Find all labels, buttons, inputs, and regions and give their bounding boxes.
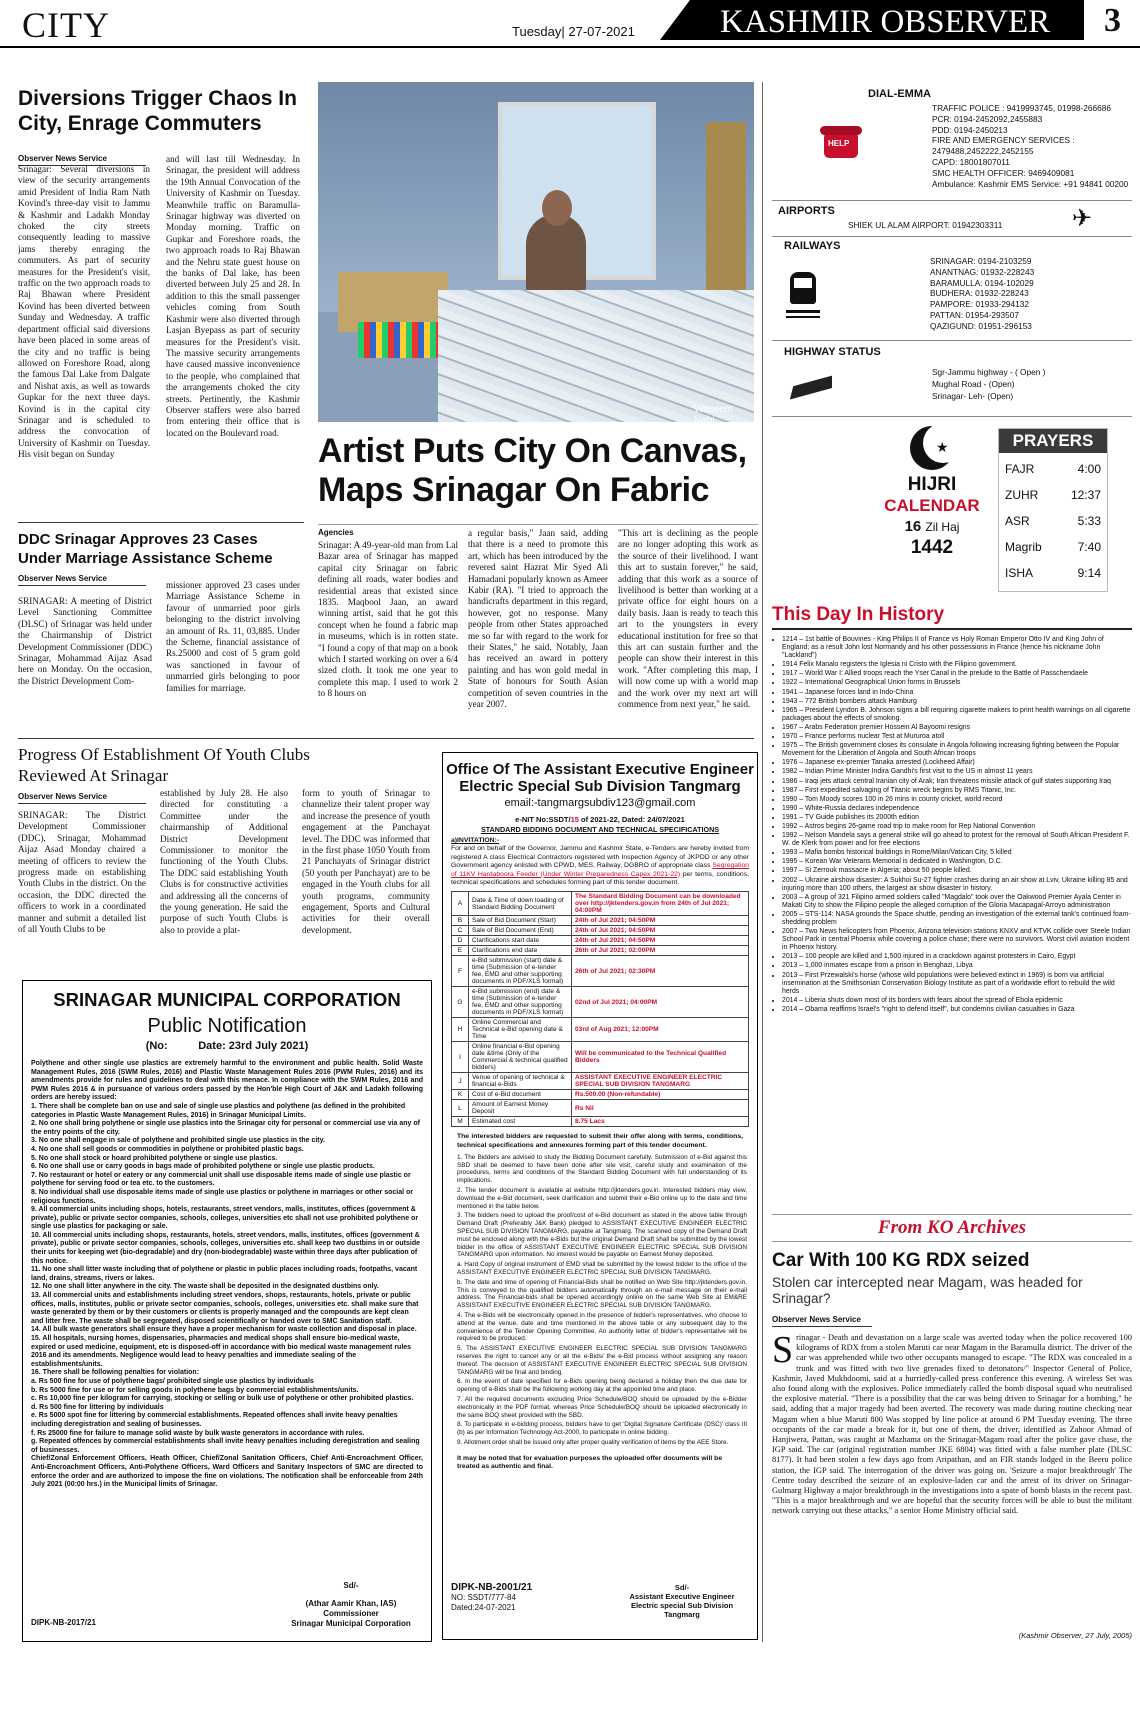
plane-icon: ✈ xyxy=(1072,206,1093,230)
rail-entry: ANANTNAG: 01932-228243 xyxy=(930,266,1035,277)
row-key: B xyxy=(452,916,469,926)
highway-title: HIGHWAY STATUS xyxy=(784,346,881,358)
prayer-name: ASR xyxy=(1005,514,1030,528)
rail-entry: SRINAGAR: 0194-2103259 xyxy=(930,256,1032,266)
road-icon xyxy=(790,368,832,404)
row-label: Venue of opening of technical & financial e-Bids xyxy=(469,1073,572,1090)
history-section xyxy=(772,604,1132,1212)
highway-entries xyxy=(932,366,1045,402)
history-item: • 1967 – Arabs Federation premier Hossein Al Bayoomi resigns xyxy=(782,724,1132,732)
smc-no-date: (No: Date: 23rd July 2021) xyxy=(145,1040,309,1052)
row-value: Rs.500.00 (Non-refundable) xyxy=(572,1090,749,1100)
row-value: 24th of Jul 2021; 04:50PM xyxy=(572,926,749,936)
history-item: • 1995 – Korean War Veterans Memorial is dedicated in Washington, D.C. xyxy=(782,858,1132,866)
row-label: Date & Time of down loading of Standard Bidding Document xyxy=(469,892,572,916)
smc-items xyxy=(23,1103,431,1455)
smc-closing: Chief/Zonal Enforcement Officers, Heath Officer, Chief/Zonal Sanitation Officers, Chief Anti-Encroachment Officer, Anti-Encroachment Officers, Anti-Polythene Officers, Ward Officers and Sanitary Inspectors of SMC are directed to enforce the order and are authorized to impose the fine on violations. The notification shall be enforceable from 24th July 2021 (00:00 hrs.) in the Municipal limits of Srinagar. xyxy=(31,1455,423,1489)
photo-credit: Waseem Nabi xyxy=(694,404,734,422)
history-item: • 2005 – STS-114: NASA grounds the Space shuttle, pending an investigation of the external tank's continued foam-shedding problem xyxy=(782,911,1132,927)
tender-point: 1. The Bidders are advised to study the Bidding Document carefully. Submission of e-Bid against this SBD shall be deemed to have been done after site visit, careful study and examination of the procedures, terms and conditions of the Standard Bidding Document with full understanding of its implications. xyxy=(457,1153,747,1185)
tender-row xyxy=(452,1090,749,1100)
row-key: K xyxy=(452,1090,469,1100)
prayer-time: 7:40 xyxy=(1077,540,1101,554)
smc-notification xyxy=(22,980,432,1642)
history-item: • 1970 – France performs nuclear Test at Mururoa atoll xyxy=(782,733,1132,741)
tender-row xyxy=(452,1073,749,1090)
archives-section xyxy=(772,1214,1132,1644)
prayer-row xyxy=(1005,508,1101,534)
history-item: • 1990 – Tom Moody scores 100 in 26 mins in county cricket, world record xyxy=(782,796,1132,804)
row-value: 26th of Jul 2021; 02:30PM xyxy=(572,956,749,987)
smc-item: 16. There shall be following penalties for violation: xyxy=(31,1369,200,1377)
history-item: • 2007 – Two News helicopters from Phoenix, Arizona television stations KNXV and KTVK collide over Steele Indian School Park in central Phoenix while covering a police chase; there were no survivors. Worst civil aviation incident in Phoenix history. xyxy=(782,928,1132,952)
tender-subhead: STANDARD BIDDING DOCUMENT AND TECHNICAL SPECIFICATIONS xyxy=(480,825,720,834)
row-value: 03rd of Aug 2021; 12:00PM xyxy=(572,1018,749,1042)
article-artist xyxy=(318,432,758,732)
archives-body: Srinagar - Death and devastation on a large scale was averted today when the police recovered 100 kilograms of RDX from a stolen Maruti car near Magam in the Baramulla district. The driver of the car was apprehended while two other occupants managed to escape. "The RDX was concealed in a trunk and was fitted with two live grenades fixed to detonators/" Inspector General of Police, Kashmir, Javed Mukhdoomi, said at a hurriedly-called press conference this evening. A wireless Set was also found along with the explosives. Police immediately called the bomb disposal squad who neutralised the explosive material. "There is a possibility that the car was being driven to Srinagar for a bombing," he said, adding that a major tragedy had been averted. The recovery was made during routine checking near Magam when a blue Maruti 800 Was stopped by line police at around 6 PM Tuesday evening. The three occupants of the car made a break for it, but one of them, the driver, identified as Zahoor Ahmad of Hanjiwera, Pattan, was caught at Mazhama on the Srinagar-Magam road after the police gave chase, the IGP said. The car (original registration number JKE 6804) was fitted with a false number plate (DLSC 8177). It had been stolen a few days ago from Aripathan, and an FIR stands lodged in the Beeru police station, the IGP said. The interrogation of the driver was going on. 'Seizure a major breakthrough' The Centre today described the seizure of an explosive-laden car and the arrest of its driver on Srinagar-Gulmarg Highway a major breakthrough in the investigations into a spate of bomb blasts in the recent past. "This is a major breakthrough and we are hopeful that the security forces will be able to bust the militant network carrying out these attacks," a senior Home Ministry official said. xyxy=(772,1329,1132,1516)
row-value: 02nd of Jul 2021; 04:00PM xyxy=(572,987,749,1018)
paper-name: KASHMIR OBSERVER xyxy=(660,0,1084,40)
article-text-col1: SRINAGAR: The District Development Commissioner (DDC), Srinagar, Mohammad Aijaz Asad Monday chaired a meeting of officers to review the progress made on establishing Youth Clubs in the district. On the occasion, the DDC directed the officers to work in a coordinated manner and submit a detailed list of all Youth Clubs to be xyxy=(18,810,146,935)
tender-row xyxy=(452,987,749,1018)
row-value: 8.75 Lacs xyxy=(572,1117,749,1127)
row-value: The Standard Bidding Document can be downloaded over http://jktenders.gov.in from 24th of Jul 2021; 04:00PM xyxy=(572,892,749,916)
tender-row xyxy=(452,956,749,987)
article-text-col1: SRINAGAR: A meeting of District Level Sanctioning Committee (DLSC) of Srinagar was held under the Chairmanship of District Development Commissioner (DDC) Srinagar, Mohammad Aijaz Asad here on Monday. On the occasion, the District Development Com- xyxy=(18,596,152,686)
smc-signature: Sd/- (Athar Aamir Khan, IAS) Commissioner Srinagar Municipal Corporation xyxy=(291,1581,411,1628)
dial-title: DIAL-EMMA xyxy=(868,88,931,100)
masthead xyxy=(0,0,1140,50)
airport-entry: SHIEK UL ALAM AIRPORT: 01942303311 xyxy=(848,220,1003,230)
tender-point: 7. All the required documents excluding Price Schedule/BOQ should be uploaded by the e-Bidder electronically in the PDF format, whereas Price Schedule/BOQ should be uploaded electronically in the same BOQ sheet provided with the SBD. xyxy=(457,1395,747,1419)
history-item: • 1922 – International Geographical Union forms in Brussels xyxy=(782,679,1132,687)
tender-point: 3. The bidders need to upload the proof/cost of e-Bid document as stated in the above table through Demand Draft (Preferably J&K Bank) pledged to ASSISTANT EXECUTIVE ENGINEER ELECTRIC SPECIAL SUB DIVISION TANGMARG, payable at Tangmarg. The scanned copy of the Demand Draft must be enclosed along with the e-Bids but the original Demand Draft shall be submitted by the lowest bidder in the office of ASSISTANT EXECUTIVE ENGINEER ELECTRIC SPECIAL SUB DIVISION TANGMARG upon information. No interest would be payable on Earnest Money deposited. xyxy=(457,1212,747,1259)
hijri-calendar: ★ HIJRI CALENDAR 16 Zil Haj 1442 xyxy=(872,422,992,598)
smc-item: g. Repeated offences by commercial establishments shall invite heavy penalties including deregistration and sealing of businesses. xyxy=(31,1438,420,1454)
tender-row xyxy=(452,946,749,956)
article-text-col2: established by July 28. He also directed for constituting a Committee under the chairmanship of Additional District Development Commissioner to monitor the functioning of the Youth Clubs. The DDC said establishing Youth Clubs is for constructive activities and addressing all the concerns of the young generation. He said the purpose of such Youth Clubs is also to provide a plat- xyxy=(160,788,288,935)
history-item: • 2014 – Obama reaffirms Israel's "right to defend itself", but condemns civilian casualties in Gaza xyxy=(782,1006,1132,1014)
row-key: I xyxy=(452,1042,469,1073)
tender-interested: The interested bidders are requested to submit their offer along with terms, conditions, technical specifications and annexures forming part of this tender document. xyxy=(457,1133,743,1149)
history-item: • 2002 – Ukraine airshow disaster: A Sukhoi Su-27 fighter crashes during an air show at Lviv, Ukraine killing 85 and injuring more than 100 others, the largest air show disaster in history. xyxy=(782,877,1132,893)
tender-point: a. Hard Copy of original instrument of EMD shall be submitted by the lowest bidder to the office of the ASSISTANT EXECUTIVE ENGINEER ELECTRIC SPECIAL SUB DIVISION TANGMARG. xyxy=(457,1261,747,1276)
archives-subhead: Stolen car intercepted near Magam, was headed for Srinagar? xyxy=(772,1275,1083,1306)
archives-credit: (Kashmir Observer, 27 July, 2005) xyxy=(1018,1631,1132,1640)
tender-notice xyxy=(442,752,758,1640)
dial-entry: FIRE AND EMERGENCY SERVICES : xyxy=(932,135,1075,146)
tender-point: 2. The tender document is available at website http://jktenders.gov.in. Interested bidders may view, download the e-Bid document, seek clarification and submit their e-Bid online up to the date and time mentioned in the table below. xyxy=(457,1187,747,1210)
tender-email: email:-tangmargsubdiv123@gmail.com xyxy=(504,797,696,809)
article-youth xyxy=(18,744,434,976)
rail-entry: QAZIGUND: 01951-296153 xyxy=(930,320,1032,331)
smc-item: 4. No one shall sell goods or commodities in polythene or prohibited plastic bags. xyxy=(31,1145,304,1153)
headline: DDC Srinagar Approves 23 Cases Under Marriage Assistance Scheme xyxy=(18,531,273,567)
row-value: Rs Nil xyxy=(572,1100,749,1117)
row-value: 26th of Jul 2021; 02:00PM xyxy=(572,946,749,956)
history-item: • 1992 – Astros begins 26-game road trip to make room for Rep National Convention xyxy=(782,823,1132,831)
prayer-row xyxy=(1005,456,1101,482)
history-item: • 1943 – 772 British bombers attack Hamburg xyxy=(782,698,1132,706)
dial-entry: PCR: 0194-2452092,2455883 xyxy=(932,113,1043,124)
row-key: J xyxy=(452,1073,469,1090)
rail-entry: PATTAN: 01954-293507 xyxy=(930,309,1020,320)
prayer-row xyxy=(1005,534,1101,560)
dial-entries xyxy=(868,103,1138,189)
headline: Progress Of Establishment Of Youth Clubs Reviewed At Srinagar xyxy=(18,745,310,785)
history-item: • 1992 – Nelson Mandela says a general strike will go ahead to protest for the removal of South African President F. W. de Klerk from power and for free elections xyxy=(782,832,1132,848)
row-key: F xyxy=(452,956,469,987)
row-label: Estimated cost xyxy=(469,1117,572,1127)
history-item: • 1917 – World War I: Allied troops reach the Yser Canal in the prelude to the Battle of Passchendaele xyxy=(782,670,1132,678)
history-item: • 2013 – 100 people are killed and 1,500 injured in a crackdown against protesters in Cairo, Egypt xyxy=(782,953,1132,961)
dial-entry: SMC HEALTH OFFICER: 9469409081 xyxy=(932,167,1075,178)
row-label: Amount of Earnest Money Deposit xyxy=(469,1100,572,1117)
prayer-row xyxy=(1005,560,1101,586)
row-value: Will be communicated to the Technical Qualified Bidders xyxy=(572,1042,749,1073)
row-label: Online Commercial and Technical e-Bid opening date & Time xyxy=(469,1018,572,1042)
tender-schedule-table xyxy=(451,891,749,1127)
tender-row xyxy=(452,916,749,926)
byline: Observer News Service xyxy=(772,1315,872,1327)
smc-item: e. Rs 5000 spot fine for littering by commercial establishments. Repeated offences shall invite heavy penalties including deregistration and sealing of businesses. xyxy=(31,1412,398,1428)
row-label: Sale of Bid Document (Start) xyxy=(469,916,572,926)
tender-signature: Sd/- Assistant Executive Engineer Electric special Sub Division Tangmarg xyxy=(629,1583,735,1619)
history-item: • 1993 – Mafia bombs historical buildings in Rome/Milan/Vatican City, 5 killed xyxy=(782,849,1132,857)
tender-invitation: a)INVITATION:- For and on behalf of the Governor, Jammu and Kashmir State, e-Tenders are hereby invited from registered A class Electrical Contractors registered with Inspection Agency of JKPDD or any other Government agency enlisted with CPWD, MES, Railway, DGBRO of appropriate class Segregation of 11KV Hardaboora Feeder (Under Winter Preparedness Capex 2021-22) per terms, conditions, technical specifications and schedules forming part of this tender document. xyxy=(451,837,749,887)
smc-item: 13. All commercial units and establishments including street vendors, shops, restaurants, hotels, private or public offices, malls, institutes, public or private sector companies, schools, colleges, universities etc. shall make sure that waste generated by them or by their customers or clients is properly managed and the compounds are kept clean and litter free. The waste shall be segregated, disposed scientifically or handed over to SMC Sanitation staff. xyxy=(31,1292,419,1325)
headline: Diversions Trigger Chaos In City, Enrage Commuters xyxy=(18,87,297,135)
rail-entry: BARAMULLA: 0194-102029 xyxy=(930,277,1034,288)
prayers-title: PRAYERS xyxy=(999,429,1107,453)
row-key: A xyxy=(452,892,469,916)
smc-item: 7. No restaurant or hotel or eatery or any commercial unit shall use disposable items made of single use plastic or polythene for serving food or tea etc. to the customers. xyxy=(31,1171,411,1188)
rail-entry: PAMPORE: 01933-294132 xyxy=(930,299,1030,310)
airports-title: AIRPORTS xyxy=(778,205,835,217)
history-item: • 1965 – President Lyndon B. Johnson signs a bill requiring cigarette makers to print health warnings on all cigarette packages about the effects of smoking. xyxy=(782,707,1132,723)
row-label: Clarifications end date xyxy=(469,946,572,956)
smc-item: 2. No one shall bring polythene or single use plastics into the Srinagar city for personal or commercial use via any of the entry points of the city. xyxy=(31,1120,420,1136)
prayers-box xyxy=(998,428,1108,592)
tender-point: 5. The ASSISTANT EXECUTIVE ENGINEER ELECTRIC SPECIAL SUB DIVISION TANGMARG reserves the right to cancel any or all the e-Bids/ the e-Bid process without assigning any reason thereof. The decision of ASSISTANT EXECUTIVE ENGINEER ELECTRIC SPECIAL SUB DIVISION TANGMARG will be final and binding. xyxy=(457,1345,747,1376)
smc-item: f. Rs 25000 fine for failure to manage solid waste by bulk waste generators in accordance with rules. xyxy=(31,1429,365,1437)
tender-dipk: DIPK-NB-2001/21 NO: SSDT/777-84 Dated:24-07-2021 xyxy=(451,1583,533,1612)
prayer-name: FAJR xyxy=(1005,462,1035,476)
row-label: Clarifications start date xyxy=(469,936,572,946)
smc-item: 11. No one shall litter waste including that of polythene or plastic in public places including roads, footpaths, vacant land, drains, streams, rivers or lakes. xyxy=(31,1266,418,1282)
article-text-col3: form to youth of Srinagar to channelize their talent proper way and increase the presence of youth engagement at the Panchayat level. The DDC was informed that in the first phase 1050 Youth from 21 Panchayats of Srinagar district (50 youth per Panchayat) are to be engaged in the Youth clubs for all youth programs, community engagement, Sports and Cultural activities for their overall development. xyxy=(302,788,430,935)
smc-item: b. Rs 5000 fine for use or for selling goods in polythene bags by commercial establishments/units. xyxy=(31,1386,359,1394)
row-key: H xyxy=(452,1018,469,1042)
smc-item: 1. There shall be complete ban on use and sale of single use plastics and polythene (as defined in the prohibited categories in Plastic Waste Management Rules, 2016) in Srinagar Municipal Limits. xyxy=(31,1102,406,1119)
smc-item: a. Rs 500 fine for use of polythene bags/ prohibited single use plastics by individuals xyxy=(31,1377,314,1385)
row-label: Sale of Bid Document (End) xyxy=(469,926,572,936)
history-title: This Day In History xyxy=(772,604,1132,630)
headline: Artist Puts City On Canvas, Maps Srinagar On Fabric xyxy=(318,432,747,509)
railways-title: RAILWAYS xyxy=(784,240,841,252)
smc-item: 6. No one shall use or carry goods in bags made of prohibited polythene or single use plastic products. xyxy=(31,1163,375,1171)
tender-note: It may be noted that for evaluation purposes the uploaded offer documents will be treated as authentic and final. xyxy=(457,1454,723,1470)
byline: Observer News Service xyxy=(18,792,146,804)
tender-row xyxy=(452,892,749,916)
rail-entries xyxy=(930,256,1034,332)
smc-item: 10. All commercial units including shops, restaurants, hotels, street vendors, malls, institutes, offices (government & private), public or private sector companies, schools, colleges, universities etc. shall keep two dustbins in or outside their units for keeping wet (bio-degradable) and dry (non-biodegradable) waste within three days after publication of this notice. xyxy=(31,1231,420,1265)
highway-entry: Srinagar- Leh- (Open) xyxy=(932,391,1014,401)
smc-item: 14. All bulk waste generators shall ensure they have a proper mechanism for waste collection and disposal in place. xyxy=(31,1326,417,1334)
tender-title: Office Of The Assistant Executive Engineer Electric Special Sub Division Tangmarg xyxy=(446,761,754,795)
row-key: L xyxy=(452,1100,469,1117)
tender-row xyxy=(452,1042,749,1073)
dial-emma-box xyxy=(868,88,1138,198)
drop-cap: S xyxy=(772,1329,794,1371)
dial-entry: PDD: 0194-2450213 xyxy=(932,124,1008,135)
history-item: • 1975 – The British government closes its consulate in Angola following increasing fighting between the Popular Movement for the Liberation of Angola and South African troops xyxy=(782,742,1132,758)
smc-item: 12. No one shall litter anywhere in the city. The waste shall be deposited in the designated dustbins only. xyxy=(31,1283,379,1291)
prayer-row xyxy=(1005,482,1101,508)
history-list xyxy=(772,636,1132,1014)
highway-entry: Sgr-Jammu highway - ( Open ) xyxy=(932,367,1046,377)
smc-item: 15. All hospitals, nursing homes, dispensaries, pharmacies and medical shops shall ensure bio-medical waste, expired or used medicine, equipment, etc is disposed-off in accordance with bio medical waste management rules 2016 and its amendments. Negligence would lead to heavy penalties and immediate sealing of the establishments/units. xyxy=(31,1335,412,1368)
tender-row xyxy=(452,1018,749,1042)
row-value: 24th of Jul 2021; 04:50PM xyxy=(572,936,749,946)
artist-photo xyxy=(318,82,754,422)
smc-title: SRINAGAR MUNICIPAL CORPORATION xyxy=(53,989,401,1010)
archives-banner: From KO Archives xyxy=(772,1214,1132,1242)
prayer-name: Magrib xyxy=(1005,540,1042,554)
history-item: • 1986 – Iraqi jets attack central Iranian city of Arak; Iran threatens missile attack of gulf states supporting Iraq xyxy=(782,778,1132,786)
smc-intro: Polythene and other single use plastics are extremely harmful to the environment and public health. Solid Waste Management Rules, 2016 (SWM Rules, 2016) and Plastic Waste Management Rules 2016 (PWM Rules, 2016) and its amendments provide for rules and guidelines to deal with this menace. In compliance with the SWM Rules, 2016 and PWM Rules 2016 & in pursuance of various orders passed by the Hon'ble High Court of J&K and Ladakh following orders are hereby issued: xyxy=(31,1060,423,1102)
row-label: e-Bid submission (end) date & time (Submission of e-tender fee, EMD and other supporting documents in PDF/XLS format) xyxy=(469,987,572,1018)
byline: Observer News Service xyxy=(18,154,146,166)
smc-item: c. Rs 10,000 fine per kilogram for carrying, stocking or selling or bulk use of polythene or other prohibited plastics. xyxy=(31,1395,414,1403)
tender-point: 6. In the event of date specified for e-Bids opening being declared a holiday then the due date for opening of e-Bids shall be the following working day at the appointed time and place. xyxy=(457,1378,747,1394)
history-item: • 2013 – 1,000 inmates escape from a prison in Benghazi, Libya xyxy=(782,962,1132,970)
tender-point: 9. Allotment order shall be issued only after proper quality verification of items by the AEE Store. xyxy=(457,1438,729,1446)
article-text-col2: missioner approved 23 cases under Marriage Assistance Scheme in favour of unmarried poor girls belonging to the district involving an amount of Rs. 11, 03,885. Under the Scheme, financial assistance of Rs.25000 and cost of 5 gram gold was sanctioned in favour of unmarried girls belonging to poor families for marriage. xyxy=(166,580,300,693)
history-item: • 1941 – Japanese forces land in Indo-China xyxy=(782,689,1132,697)
smc-item: 9. All commercial units including shops, hotels, restaurants, street vendors, malls, institutes, offices (government & private), public or private sector companies, schools, colleges, universities etc shall not use prohibited polythene or single use plastics for packaging or sale. xyxy=(31,1206,419,1231)
history-item: • 1982 – Indian Prime Minister Indira Gandhi's first visit to the US in almost 11 years xyxy=(782,768,1132,776)
history-item: • 1914 Felix Manalo registers the Iglesia ni Cristo with the Filipino government. xyxy=(782,661,1132,669)
article-text-col1: Srinagar: A 49-year-old man from Lal Bazar area of Srinagar has mapped capital city Srinagar on fabric defining all roads, water bodies and residential areas that existed since 1835. Maqbool Jaan, an award winning artist, said that he got this concept when he found a fabric map in museums, which is in rotten state. "I found a copy of that map on a book which I started working on over a 6/4 sized cloth. It took me one year to complete this map. I used to work 2 to 8 hours on xyxy=(318,540,458,699)
prayer-time: 9:14 xyxy=(1077,566,1101,580)
tender-point: 8. To participate in e-bidding process, bidders have to get 'Digital Signature Certificate (DSC)' class III (b) as per Information Technology Act-2000, to participate in online bidding. xyxy=(457,1421,747,1437)
smc-item: 3. No one shall engage in sale of polythene and prohibited single use plastics in the city. xyxy=(31,1137,325,1145)
dial-entry: 2479488,2452222,2452155 xyxy=(932,146,1034,157)
article-text-col1: Srinagar: Several diversions in view of the security arrangements amid President of India Ram Nath Kovind's three-day visit to Jammu & Kashmir and Ladakh Monday choked the city streets consequently leading to massive jams thereby enraging the commuters. As part of security measures for the President's visit, traffic on the two approach roads to Raj Bhawan where President Kovind has been diverted between Sunday and Wednesday. A traffic department official said diversions have been placed in some areas of the city and no traffic is being allowed on Foreshore Road, along the famous Dal Lake from Dalgate and Nishat axis, as well as towards Gupkar for the next three days. Kovind is in the capital city Srinagar and is scheduled to address the convocation of University of Kashmir on Tuesday. His visit began on Sunday xyxy=(18,164,150,460)
archives-headline: Car With 100 KG RDX seized xyxy=(772,1250,1030,1271)
tender-row xyxy=(452,1117,749,1127)
row-key: M xyxy=(452,1117,469,1127)
tender-row xyxy=(452,936,749,946)
row-value: ASSISTANT EXECUTIVE ENGINEER ELECTRIC SPECIAL SUB DIVISION TANGMARG xyxy=(572,1073,749,1090)
prayer-name: ISHA xyxy=(1005,566,1034,580)
history-item: • 1987 – First expedited salvaging of Titanic wreck begins by RMS Titanic, Inc. xyxy=(782,787,1132,795)
history-item: • 1976 – Japanese ex-premier Tanaka arrested (Lockheed Affair) xyxy=(782,759,1132,767)
row-key: E xyxy=(452,946,469,956)
article-text-col3: "This art is declining as the people are no longer adopting this work as the source of their livelihood. I want this art to sustain forever," he said, adding that this work as a source of livelihood is better than working at a private office for eight hours on a daily basis. Jaan is ready to teach this art to the youngsters in every educational institution for free so that this art can sustain further and the people can show their interest in this work. "After completing this map, I will now come up with a world map and the work over my next art will commence from next year," he said. xyxy=(618,528,758,710)
phone-icon: HELP xyxy=(820,126,862,162)
tender-point: 4. The e-Bids will be electronically opened in the presence of bidder's representatives, who choose to attend at the venue, date and time mentioned in the above table or any subsequent day to the convenience of the Tender Opening Committee. An authority letter of bidder's representative will be required to be produced. xyxy=(457,1311,747,1343)
history-item: • 1214 – 1st battle of Bouvines - King Philips II of France vs Holy Roman Emperor Otto IV and King John of England; as a result John lost Normandy and his other possessions in France (hence his nickname John "Lackland") xyxy=(782,636,1132,660)
highway-entry: Mughal Road - (Open) xyxy=(932,379,1015,389)
tender-points xyxy=(443,1152,757,1447)
article-diversions xyxy=(18,86,304,516)
row-label: Online financial e-Bid opening date &time (Only of the Commercial & technical qualified bidders) xyxy=(469,1042,572,1073)
row-value: 24th of Jul 2021; 04:50PM xyxy=(572,916,749,926)
history-item: • 2013 – First Przewalski's horse (whose wild populations were believed extinct in 1969) is born via artificial insemination at the Smithsonian Conservation Biology Institute as part of a worldwide effort to rebuild the wild herds xyxy=(782,972,1132,996)
section-title: CITY xyxy=(22,5,110,45)
tender-point: b. The date and time of opening of Financial-Bids shall be notified on Web Site http://jktenders.gov.in. This is conveyed to the qualified bidders automatically through an e-mail message on their e-mail address. The Financial-bids shall be opened accordingly online on the same Web Site at EM&RE ASSISTANT EXECUTIVE ENGINEER ELECTRIC SPECIAL SUB DIVISION TANGMARG. xyxy=(457,1278,747,1310)
article-ddc xyxy=(18,530,304,736)
history-item: • 2014 – Liberia shuts down most of its borders with fears about the spread of Ebola epidemic xyxy=(782,997,1132,1005)
smc-subtitle: Public Notification xyxy=(147,1015,307,1037)
tender-row xyxy=(452,1100,749,1117)
dial-entry: Ambulance: Kashmir EMS Service: +91 94841 00200 xyxy=(932,178,1129,189)
dial-entry: TRAFFIC POLICE : 9419993745, 01998-266686 xyxy=(932,103,1111,113)
row-key: D xyxy=(452,936,469,946)
article-text-col2: a regular basis," Jaan said, adding that there is a need to promote this art, which has been introduced by the revered saint Hazrat Mir Syed Ali Hamadani popularly known as Ameer Kabir (RA). "I tried to approach the handicrafts department in this regard, however, got no response. Many people from other States approached me so far with regard to the work for their States," he said. Notably, Jaan has received an award in pottery painting and has won gold medal in State of honours for South Asian competition of seven countries in the year 2007. xyxy=(468,528,608,710)
byline: Observer News Service xyxy=(18,574,146,586)
prayer-name: ZUHR xyxy=(1005,488,1039,502)
moon-icon: ★ xyxy=(910,426,954,470)
issue-date: Tuesday| 27-07-2021 xyxy=(512,24,635,39)
history-item: • 1990 – White-Russia declares independence xyxy=(782,805,1132,813)
tender-row xyxy=(452,926,749,936)
article-text-col2: and will last till Wednesday. In Srinagar, the president will address the 19th Annual Convocation of the University of Kashmir on Tuesday. Meanwhile traffic on Baramulla-Srinagar highway was diverted on Monday morning. Traffic on Gupkar and Foreshore roads, the two approach roads to Raj Bhawan and the Nehru state guest house on the banks of Dal lake, has been diverted between July 25 and 28. In addition to this the small passenger vehicles coming from South Kashmir were also diverted through Lasjan Byepass as part of security measures for the President's visit. The massive security arrangements have caused massive inconvenience to the people, who complained that the arrangements choked the city streets. Pertinently, the Kashmir Observer staffers were also barred from entering their office that is located on the Boulevard road. xyxy=(166,154,300,438)
dial-entry: CAPD: 18001807011 xyxy=(932,156,1010,167)
smc-item: 8. No individual shall use disposable items made of single use plastics or polythene in marriages or other social or religious functions. xyxy=(31,1188,413,1205)
smc-item: d. Rs 500 fine for littering by individuals xyxy=(31,1403,164,1411)
prayer-time: 5:33 xyxy=(1077,514,1101,528)
prayer-time: 4:00 xyxy=(1077,462,1101,476)
smc-item: 5. No one shall stock or hoard prohibited polythene or single use plastics. xyxy=(31,1154,278,1162)
row-label: e-Bid submission (start) date & time (Submission of e-tender fee, EMD and other supporting documents in PDF/XLS format) xyxy=(469,956,572,987)
row-label: Cost of e-Bid document xyxy=(469,1090,572,1100)
row-key: C xyxy=(452,926,469,936)
rail-entry: BUDHERA: 01932-228243 xyxy=(930,288,1029,299)
history-item: • 1997 – Si Zerrouk massacre in Algeria; about 50 people killed. xyxy=(782,867,1132,875)
prayer-time: 12:37 xyxy=(1070,488,1101,502)
byline: Agencies xyxy=(318,528,354,537)
history-item: • 1991 – TV Guide publishes its 2000th edition xyxy=(782,814,1132,822)
history-item: • 2003 – A group of 321 Filipino armed soldiers called "Magdalo" took over the Oakwood Premier Ayala Center in Makati City to show the Filipino people the alleged corruption of the Gloria Macapagal-Arroyo administration xyxy=(782,894,1132,910)
row-key: G xyxy=(452,987,469,1018)
train-icon xyxy=(786,272,820,318)
page-number: 3 xyxy=(1104,2,1121,39)
tender-enit: e-NIT No:SSDT/15 of 2021-22, Dated: 24/07/2021 xyxy=(515,815,685,824)
smc-dipk: DIPK-NB-2017/21 xyxy=(31,1618,96,1627)
